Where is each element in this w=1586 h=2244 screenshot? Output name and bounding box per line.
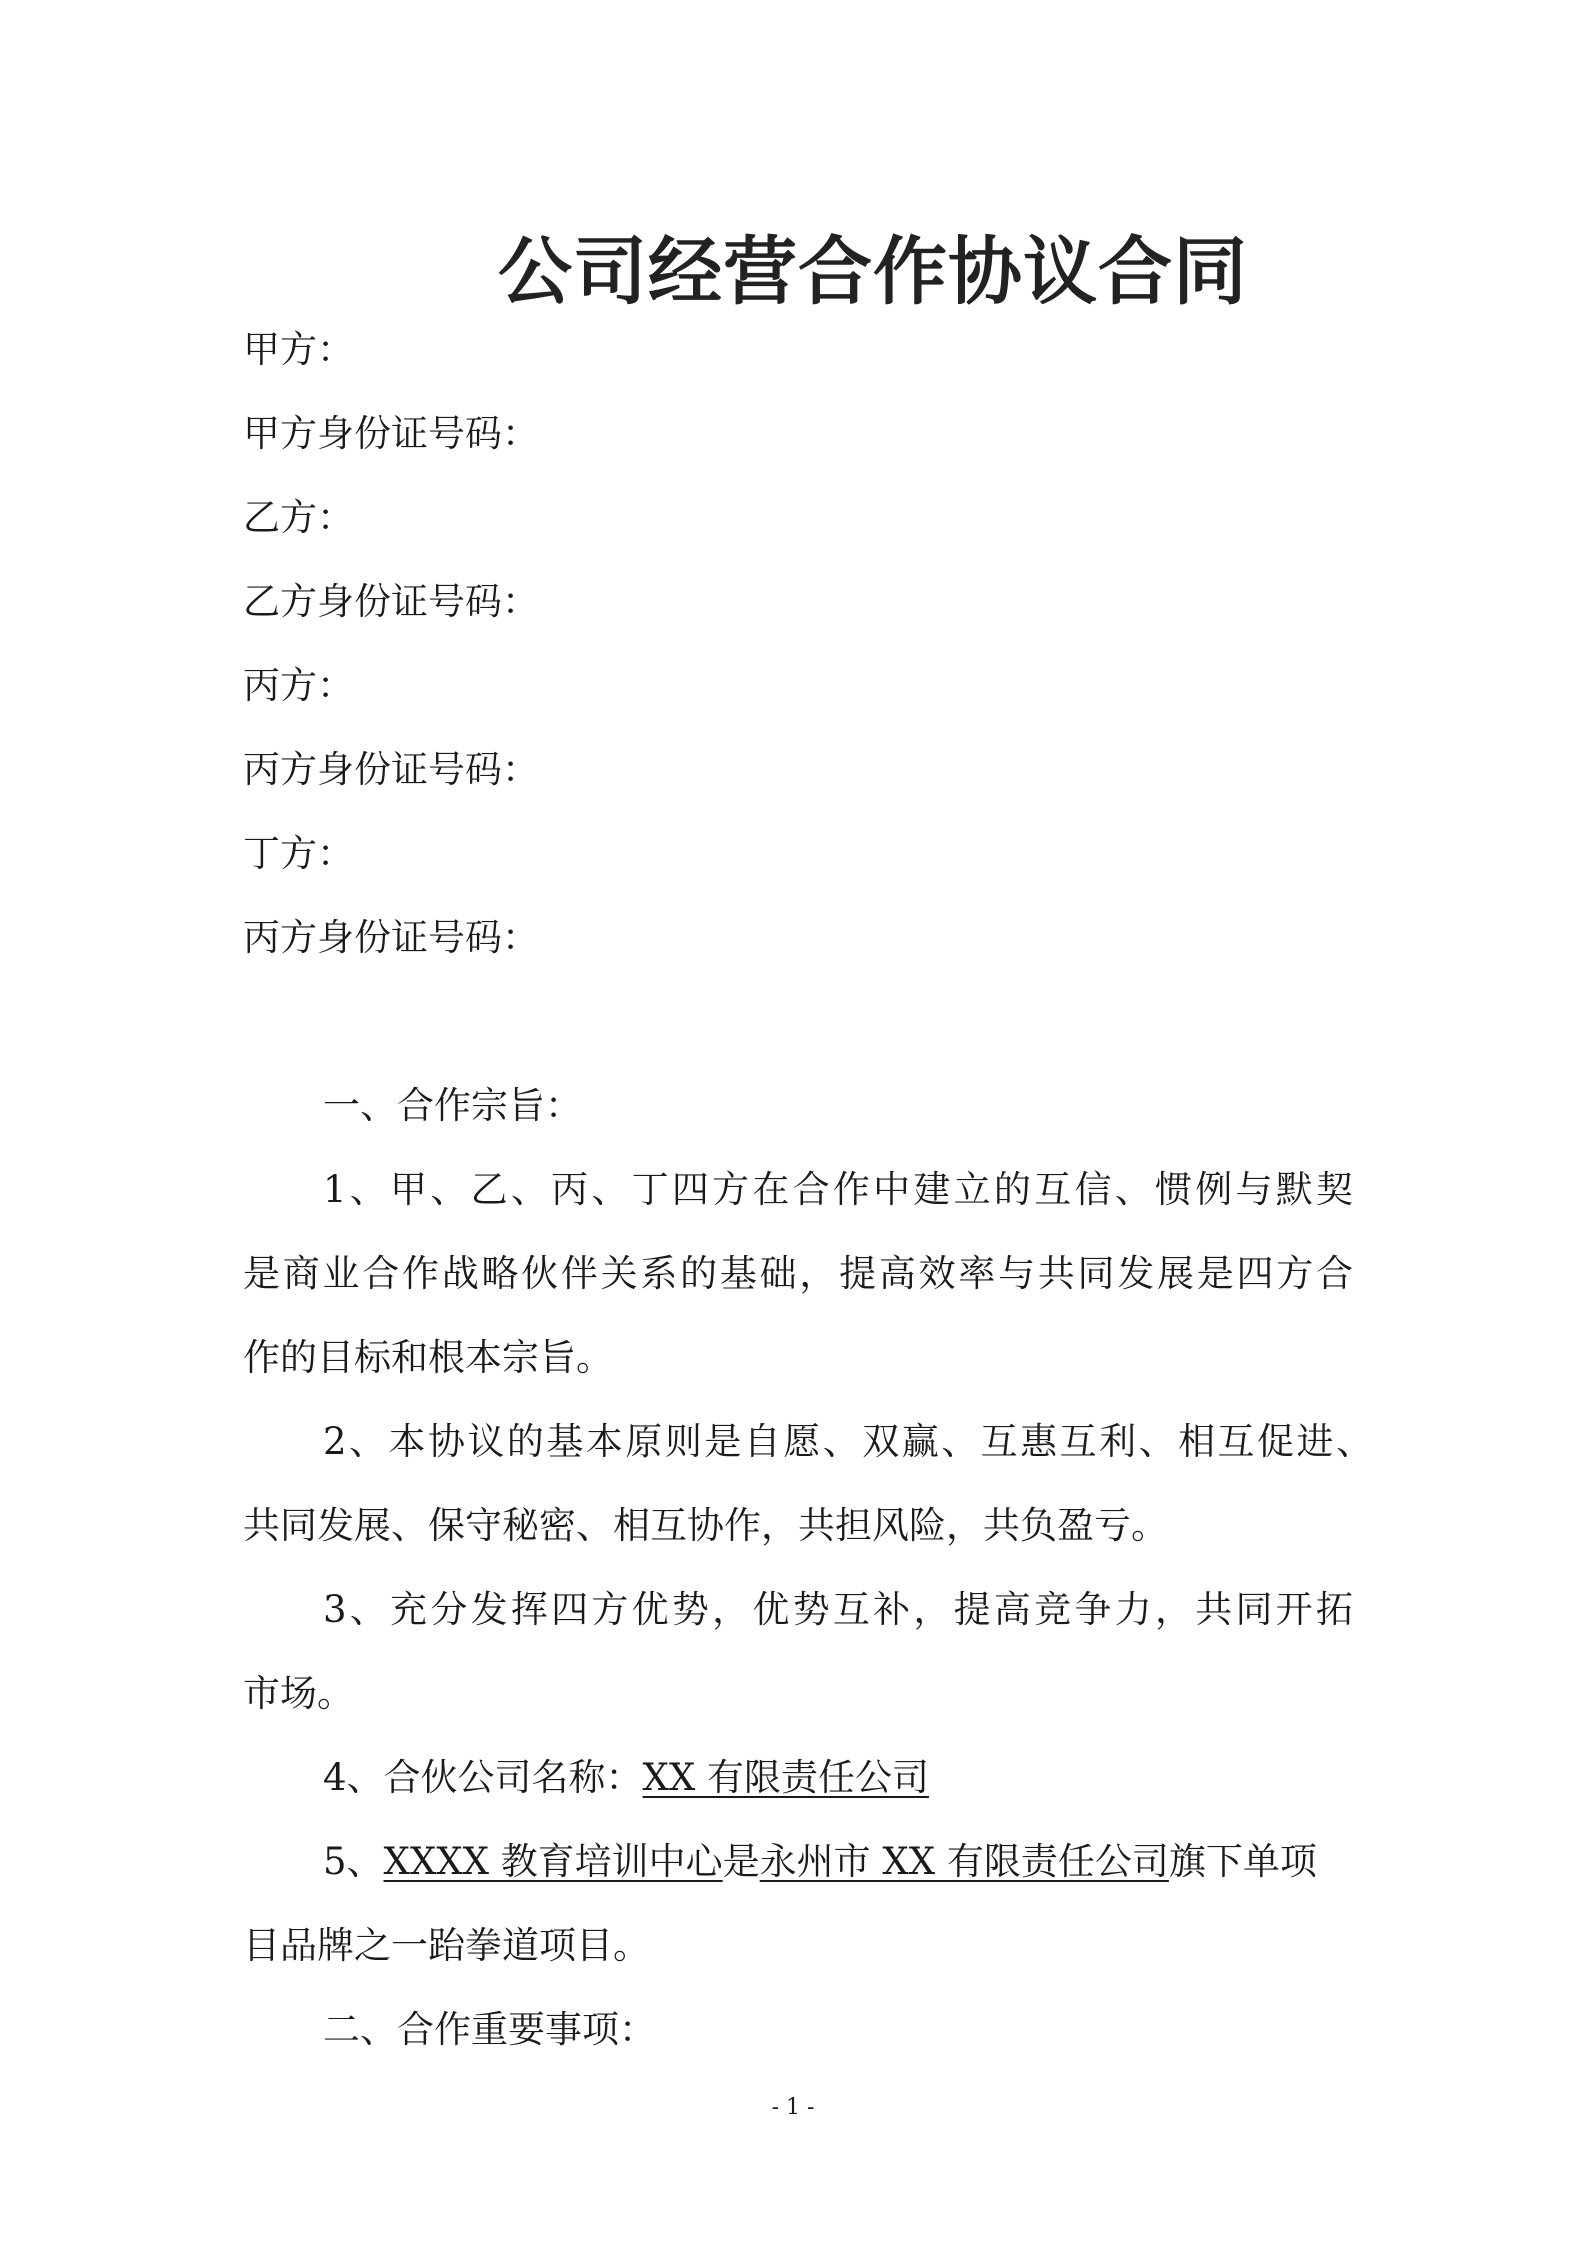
party-b-label: 乙方： [243,496,354,539]
parent-company-name: 永州市 XX 有限责任公司 [759,1840,1169,1883]
document-title: 公司经营合作协议合同 [498,229,1248,315]
page-number: - 1 - [771,2095,815,2120]
section-1-heading: 一、合作宗旨： [323,1084,582,1127]
party-a-id-label: 甲方身份证号码： [243,412,539,455]
paragraph-5-line-2: 目品牌之一跆拳道项目。 [243,1924,650,1967]
paragraph-5-number: 5、 [323,1840,384,1883]
company-name-label: 4、合伙公司名称： [323,1756,643,1799]
training-center-name: XXXX 教育培训中心 [383,1840,723,1883]
party-c-id-label: 丙方身份证号码： [243,748,539,791]
party-c-label: 丙方： [243,664,354,707]
paragraph-4 [323,1750,929,1806]
party-a-label: 甲方： [243,328,354,371]
party-b-id-label: 乙方身份证号码： [243,580,539,623]
paragraph-5-suffix: 旗下单项 [1168,1840,1317,1883]
paragraph-5-line-1 [323,1834,1317,1890]
paragraph-2-line-1: 2、本协议的基本原则是自愿、双赢、互惠互利、相互促进、 [323,1420,1373,1463]
paragraph-3-line-2: 市场。 [243,1672,354,1715]
party-d-id-label: 丙方身份证号码： [243,916,539,959]
paragraph-1-line-2: 是商业合作战略伙伴关系的基础，提高效率与共同发展是四方合 [243,1252,1353,1295]
section-2-heading: 二、合作重要事项： [323,2008,656,2051]
party-d-label: 丁方： [243,832,354,875]
paragraph-3-line-1: 3、充分发挥四方优势，优势互补，提高竞争力，共同开拓 [323,1588,1353,1631]
paragraph-2-line-2: 共同发展、保守秘密、相互协作，共担风险，共负盈亏。 [243,1504,1168,1547]
paragraph-1-line-3: 作的目标和根本宗旨。 [243,1336,613,1379]
company-name-value: XX 有限责任公司 [642,1756,929,1799]
paragraph-1-line-1: 1、甲、乙、丙、丁四方在合作中建立的互信、惯例与默契 [323,1168,1353,1211]
paragraph-5-connector: 是 [722,1840,760,1883]
